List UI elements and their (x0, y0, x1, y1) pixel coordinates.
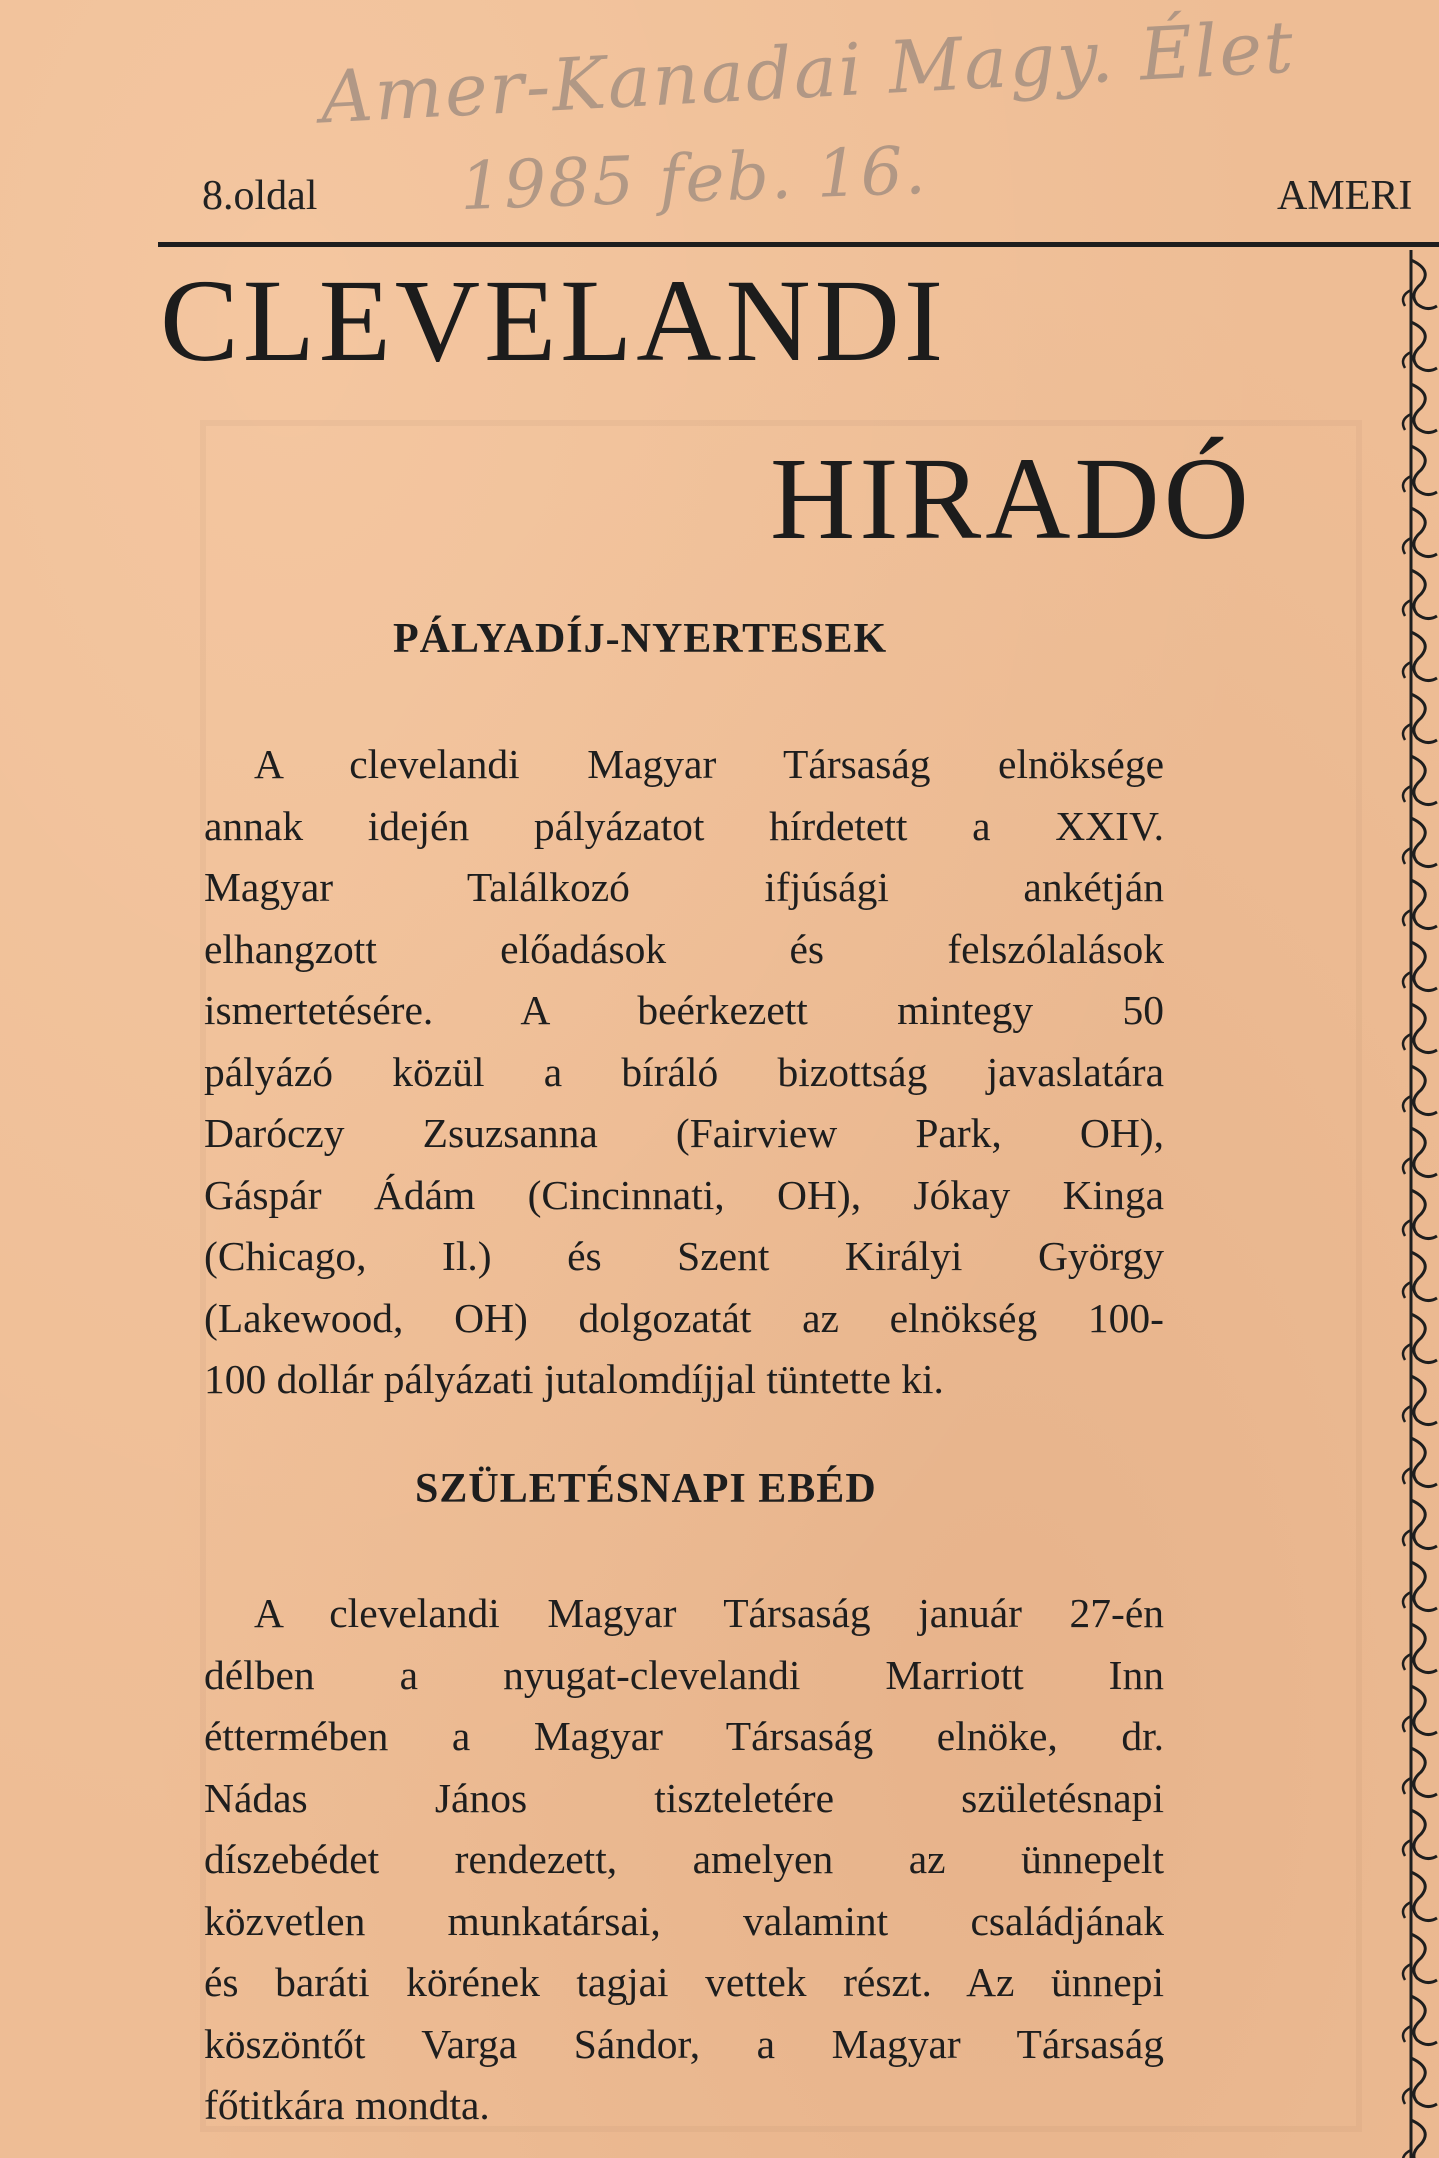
ornament-leaf (1411, 2058, 1437, 2107)
ornament-leaf (1411, 1624, 1437, 1673)
article-line: főtitkára mondta. (204, 2082, 490, 2128)
article-line: díszebédet rendezett, amelyen az ünnepelt (204, 1836, 1164, 1882)
section-heading-birthday-lunch: SZÜLETÉSNAPI EBÉD (415, 1466, 877, 1512)
ornament-leaf (1411, 1810, 1437, 1859)
ornament-leaf (1411, 1376, 1437, 1425)
ornament-leaf (1411, 880, 1437, 929)
ornament-leaf (1411, 570, 1437, 619)
article-body-birthday-lunch (204, 1583, 1164, 2137)
ornament-leaf (1411, 2120, 1437, 2158)
masthead-cut-off: AMERI (1277, 173, 1413, 219)
ornament-leaf (1411, 260, 1437, 309)
ornament-leaf (1411, 694, 1437, 743)
article-line: pályázó közül a bíráló bizottság javaslatára (204, 1048, 1164, 1095)
article-line: Daróczy Zsuzsanna (Fairview Park, OH), (204, 1110, 1164, 1156)
article-line: Gáspár Ádám (Cincinnati, OH), Jókay Kinga (204, 1171, 1164, 1218)
handwritten-source-note: Amer-Kanadai Magy. Élet (318, 4, 1297, 140)
article-line: Nádas János tiszteletére születésnapi (204, 1774, 1164, 1821)
ornament-leaf (1411, 1996, 1437, 2045)
ornament-leaf (1411, 1562, 1437, 1611)
article-line: köszöntőt Varga Sándor, a Magyar Társaság (204, 2020, 1164, 2067)
article-line: A clevelandi Magyar Társaság január 27-én (254, 1590, 1164, 1636)
ornament-leaf (1411, 446, 1437, 495)
article-line: A clevelandi Magyar Társaság elnöksége (254, 741, 1164, 787)
article-line: délben a nyugat-clevelandi Marriott Inn (204, 1651, 1164, 1698)
ornament-leaf (1411, 1190, 1437, 1239)
header-rule (158, 242, 1439, 247)
article-line: Magyar Találkozó ifjúsági ankétján (204, 864, 1164, 910)
ornament-leaf (1411, 1686, 1437, 1735)
ornament-leaf (1411, 1872, 1437, 1921)
article-line: és baráti körének tagjai vettek részt. Az ünnepi (204, 1959, 1164, 2005)
ornament-leaf (1411, 1252, 1437, 1301)
article-line: (Lakewood, OH) dolgozatát az elnökség 100- (204, 1294, 1164, 1341)
ornament-leaf (1411, 1500, 1437, 1549)
ornament-leaf (1411, 1438, 1437, 1487)
ornament-leaf (1411, 384, 1437, 433)
ornament-leaf (1411, 1748, 1437, 1797)
article-line: elhangzott előadások és felszólalások (204, 925, 1164, 972)
column-title-line-1: CLEVELANDI (160, 255, 948, 386)
ornamental-border (1395, 250, 1439, 2158)
article-body-award-winners (204, 734, 1164, 1411)
handwritten-date-note: 1985 feb. 16. (458, 131, 929, 226)
ornament-leaf (1411, 1314, 1437, 1363)
article-line: annak idején pályázatot hírdetett a XXIV. (204, 802, 1164, 849)
article-line: 100 dollár pályázati jutalomdíjjal tüntette ki. (204, 1356, 944, 1402)
section-heading-award-winners: PÁLYADÍJ-NYERTESEK (393, 616, 888, 662)
ornament-leaf (1411, 508, 1437, 557)
ornament-leaf (1411, 1004, 1437, 1053)
ornament-leaf (1411, 756, 1437, 805)
column-title-line-2: HIRADÓ (770, 433, 1253, 564)
ornament-leaf (1411, 322, 1437, 371)
ornament-leaf (1411, 818, 1437, 867)
ornament-leaf (1411, 632, 1437, 681)
ornament-leaf (1411, 1128, 1437, 1177)
ornament-leaf (1411, 942, 1437, 991)
article-line: közvetlen munkatársai, valamint családjának (204, 1897, 1164, 1944)
page-number: 8.oldal (202, 173, 318, 219)
article-line: ismertetésére. A beérkezett mintegy 50 (204, 987, 1164, 1033)
article-line: éttermében a Magyar Társaság elnöke, dr. (204, 1713, 1164, 1759)
ornament-leaf (1411, 1934, 1437, 1983)
article-line: (Chicago, Il.) és Szent Királyi György (204, 1233, 1164, 1279)
ornament-leaf (1411, 1066, 1437, 1115)
